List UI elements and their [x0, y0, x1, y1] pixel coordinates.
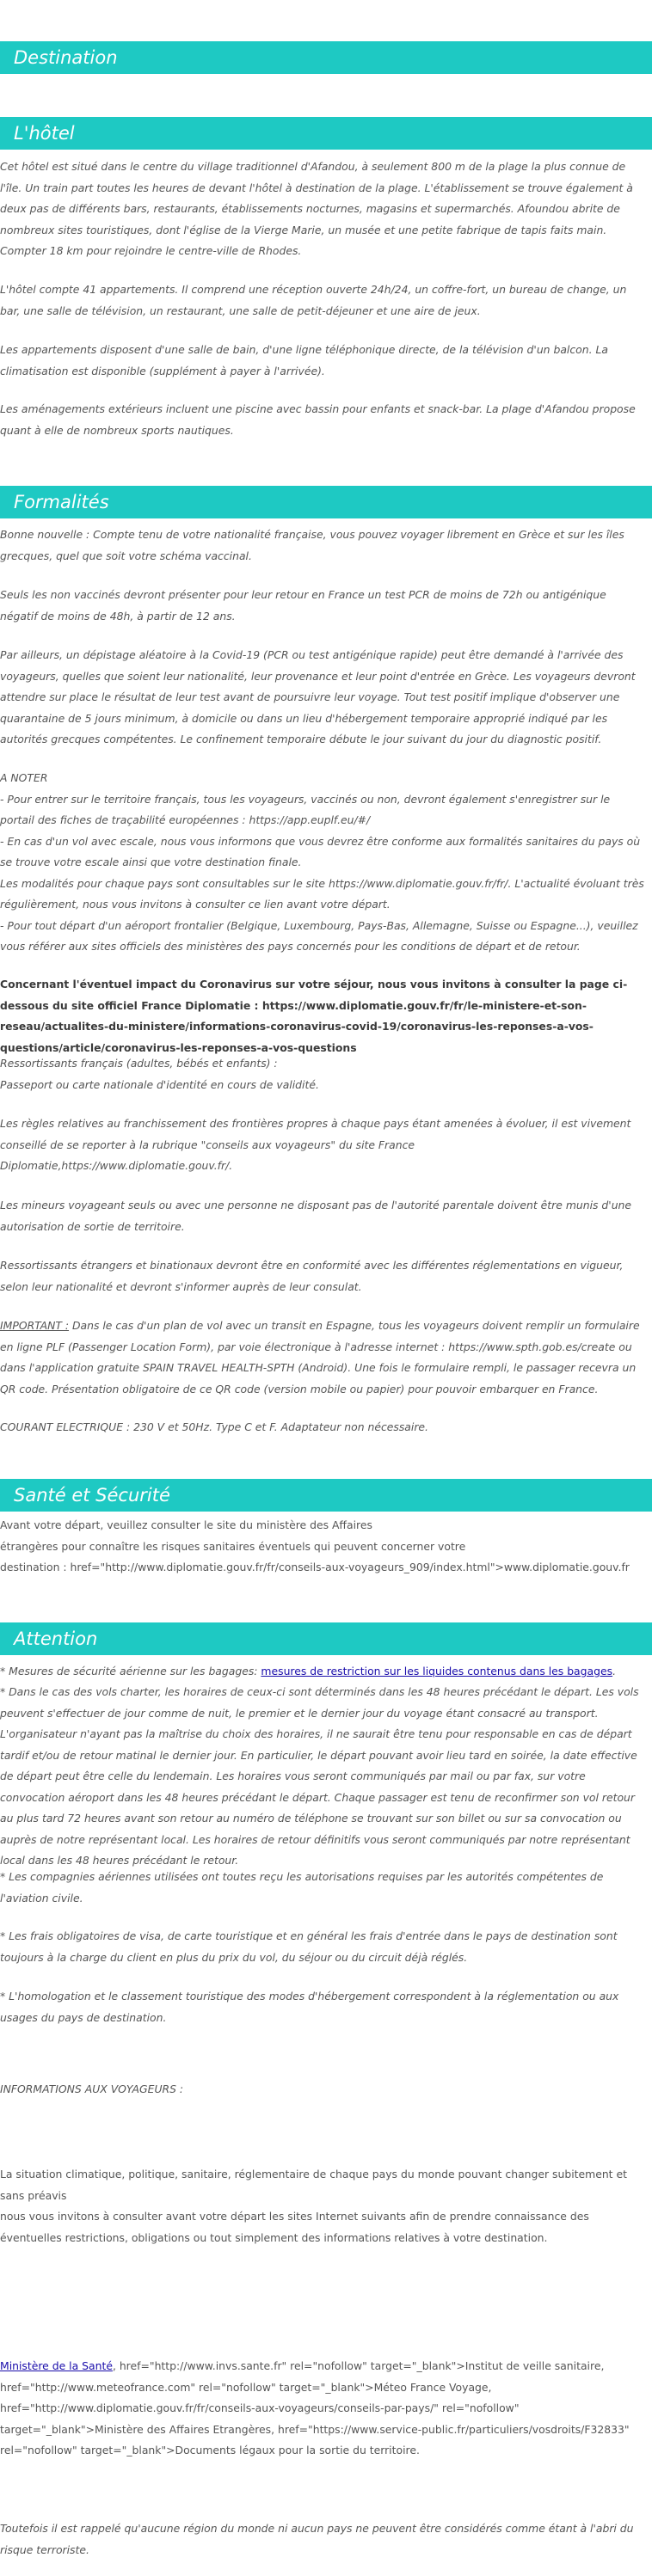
securite-aerienne — [0, 1661, 647, 1683]
ressortissants-heading: Ressortissants français (adultes, bébés et enfants) : — [0, 1057, 278, 1070]
formalites-banner — [0, 486, 652, 518]
hotel-banner — [0, 117, 652, 150]
courant-electrique: COURANT ELECTRIQUE : 230 V et 50Hz. Type C et F. Adaptateur non nécessaire. — [0, 1420, 428, 1433]
hotel-rooms: Les appartements disposent d'une salle de bain, d'une ligne téléphonique directe, de la télévision d'un balcon. La climatisation est disponible (supplément à payer à l'arrivée). — [0, 343, 608, 377]
hotel-description: Cet hôtel est situé dans le centre du village traditionnel d'Afandou, à seulement 800 m de la plage la plus connue de l'île. Un train part toutes les heures de devant l'hôtel à destination de la plage. L'établissement se trouve également à deux pas de différents bars, restaurants, établissements nocturnes, magasins et supermarchés. Afoundou abrite de nombreux sites touristiques, dont l'église de la Vierge Marie, un musée et une petite fabrique de tapis faits main. Compter 18 km pour rejoindre le centre-ville de Rhodes. — [0, 160, 633, 257]
attention-title: Attention — [14, 1628, 98, 1649]
a-noter-item: - Pour tout départ d'un aéroport frontalier (Belgique, Luxembourg, Pays-Bas, Allemagne, Suisse ou Espagne...), veuillez vous référer aux sites officiels des ministères des pays concernés pour les conditions de départ et de retour. — [0, 918, 638, 953]
sante-banner — [0, 1479, 652, 1512]
hotel-outdoor: Les aménagements extérieurs incluent une piscine avec bassin pour enfants et snack-bar. La plage d'Afandou propose quant à elle de nombreux sports nautiques. — [0, 402, 636, 437]
ressortissants-docs: Passeport ou carte nationale d'identité en cours de validité. — [0, 1077, 319, 1091]
a-noter-item: Les modalités pour chaque pays sont consultables sur le site https://www.diplomatie.gouv.fr/fr/. L'actualité évoluant très régulièrement, nous vous invitons à consulter ce lien avant votre départ. — [0, 876, 644, 911]
ministere-sante-link[interactable]: Ministère de la Santé — [0, 2359, 113, 2372]
securite-suffix: . — [612, 1665, 617, 1677]
important-label: IMPORTANT : — [0, 1319, 70, 1332]
a-noter-item: - En cas d'un vol avec escale, nous vous informons que vous devrez être conforme aux formalités sanitaires du pays où se trouve votre escale ainsi que votre destination finale. — [0, 834, 641, 868]
formalites-title: Formalités — [14, 492, 109, 512]
important-block — [0, 1316, 647, 1400]
sante-line: destination : href="http://www.diplomatie.gouv.fr/fr/conseils-aux-voyageurs_909/index.html">www.diplomatie.gouv.fr — [0, 1561, 630, 1573]
sante-line: étrangères pour connaître les risques sanitaires éventuels qui peuvent concerner votre — [0, 1539, 466, 1553]
situation-block — [0, 2164, 647, 2248]
securite-prefix: * Mesures de sécurité aérienne sur les bagages: — [0, 1665, 261, 1677]
formalites-test: Seuls les non vaccinés devront présenter pour leur retour en France un test PCR de moins de 72h ou antigénique négatif de moins de 48h, à partir de 12 ans. — [0, 588, 606, 623]
a-noter-heading: A NOTER — [0, 771, 48, 784]
informations-voyageurs: INFORMATIONS AUX VOYAGEURS : — [0, 2082, 184, 2095]
homologation: * L'homologation et le classement touristique des modes d'hébergement correspondent à la réglementation ou aux usages du pays de destination. — [0, 1990, 619, 2024]
vols-charter: * Dans le cas des vols charter, les horaires de ceux-ci sont déterminés dans les 48 heures précédant le départ. Les vols peuvent s'effectuer de jour comme de nuit, le premier et le dernier jour du voyage étant consacré au transport. L'organisateur n'ayant pas la maîtrise du choix des horaires, il ne saurait être tenu pour responsable en cas de départ tardif et/ou de retour matinal le dernier jour. En particulier, le départ pouvant avoir lieu tard en soirée, la date effective de départ peut être celle du lendemain. Les horaires vous seront communiqués par mail ou par fax, sur votre convocation aéroport dans les 48 heures précédant le départ. Chaque passager est tenu de reconfirmer son vol retour au plus tard 72 heures avant son retour au numéro de téléphone se trouvant sur son billet ou sur sa convocation ou auprès de notre représentant local. Les horaires de retour définitifs vous seront communiqués par notre représentant local dans les 48 heures précédant le retour. — [0, 1685, 639, 1867]
ressortissants-block — [0, 1053, 647, 1095]
mineurs-info: Les mineurs voyageant seuls ou avec une personne ne disposant pas de l'autorité parentale doivent être munis d'une autorisation de sortie de territoire. — [0, 1199, 632, 1233]
attention-banner — [0, 1622, 652, 1655]
coronavirus-notice: Concernant l'éventuel impact du Coronavirus sur votre séjour, nous vous invitons à consulter la page ci-dessous du site officiel France Diplomatie : https://www.diplomatie.gouv.fr/fr/le-ministere-et-son-reseau/actualites-du-ministere/informations-coronavirus-covid-19/coronavirus-les-reponses-a-vos-questions/article/coronavirus-les-reponses-a-vos-questions — [0, 978, 628, 1054]
a-noter-block — [0, 768, 647, 958]
etrangers-info: Ressortissants étrangers et binationaux devront être en conformité avec les différentes réglementations en vigueur, selon leur nationalité et devront s'informer auprès de leur consulat. — [0, 1259, 624, 1293]
destination-banner — [0, 41, 652, 74]
important-text: Dans le cas d'un plan de vol avec un transit en Espagne, tous les voyageurs doivent remplir un formulaire en ligne PLF (Passenger Location Form), par voie électronique à l'adresse internet : https://www.spth.gob.es/create ou dans l'application gratuite SPAIN TRAVEL HEALTH-SPTH (Android). Une fois le formulaire rempli, le passager recevra un QR code. Présentation obligatoire de ce QR code (version mobile ou papier) pour pouvoir embarquer en France. — [0, 1319, 640, 1395]
hotel-facilities: L'hôtel compte 41 appartements. Il comprend une réception ouverte 24h/24, un coffre-fort, un bureau de change, un bar, une salle de télévision, un restaurant, une salle de petit-déjeuner et une aire de jeux. — [0, 283, 627, 317]
frais-obligatoires: * Les frais obligatoires de visa, de carte touristique et en général les frais d'entrée dans le pays de destination sont toujours à la charge du client en plus du prix du vol, du séjour ou du circuit déjà réglés. — [0, 1929, 618, 1964]
destination-title: Destination — [14, 47, 118, 68]
formalites-intro: Bonne nouvelle : Compte tenu de votre nationalité française, vous pouvez voyager librement en Grèce et sur les îles grecques, quel que soit votre schéma vaccinal. — [0, 528, 624, 562]
sante-line: Avant votre départ, veuillez consulter le site du ministère des Affaires — [0, 1518, 372, 1531]
risque-terroriste: Toutefois il est rappelé qu'aucune région du monde ni aucun pays ne peuvent être considérés comme étant à l'abri du risque terroriste. — [0, 2522, 634, 2556]
frontieres-info: Les règles relatives au franchissement des frontières propres à chaque pays étant amenées à évoluer, il est vivement conseillé de se reporter à la rubrique "conseils aux voyageurs" du site France Diplomatie,https://www.diplomatie.gouv.fr/. — [0, 1117, 631, 1172]
sante-title: Santé et Sécurité — [14, 1485, 170, 1506]
situation-line: nous vous invitons à consulter avant votre départ les sites Internet suivants afin de prendre connaissance des éventuelles restrictions, obligations ou tout simplement des informations relatives à votre destination. — [0, 2210, 589, 2244]
formalites-depistage: Par ailleurs, un dépistage aléatoire à la Covid-19 (PCR ou test antigénique rapide) peut être demandé à l'arrivée des voyageurs, quelles que soient leur nationalité, leur provenance et leur point d'entrée en Grèce. Les voyageurs devront attendre sur place le résultat de leur test avant de poursuivre leur voyage. Tout test positif implique d'observer une quarantaine de 5 jours minimum, à domicile ou dans un lieu d'hébergement temporaire approprié indiqué par les autorités grecques compétentes. Le confinement temporaire débute le jour suivant du jour du diagnostic positif. — [0, 648, 636, 745]
liens-officiels-text: , href="http://www.invs.sante.fr" rel="nofollow" target="_blank">Institut de veille sanitaire, href="http://www.meteofrance.com" rel="nofollow" target="_blank">Méteo France Voyage, href="http://www.diplomatie.gouv.fr/fr/conseils-aux-voyageurs/conseils-par-pays/" rel="nofollow" target="_blank">Ministère des Affaires Etrangères, href="https://www.service-public.fr/particuliers/vosdroits/F32833" rel="nofollow" target="_blank">Documents légaux pour la sortie du territoire. — [0, 2359, 630, 2456]
situation-line: La situation climatique, politique, sanitaire, réglementaire de chaque pays du monde pouvant changer subitement et sans préavis — [0, 2168, 627, 2202]
a-noter-item: - Pour entrer sur le territoire français, tous les voyageurs, vaccinés ou non, devront également s'enregistrer sur le portail des fiches de traçabilité européennes : https://app.euplf.eu/#/ — [0, 792, 611, 826]
liquides-restriction-link[interactable]: mesures de restriction sur les liquides contenus dans les bagages — [261, 1665, 613, 1677]
sante-text — [0, 1515, 647, 1579]
liens-officiels — [0, 2356, 647, 2462]
compagnies-aeriennes: * Les compagnies aériennes utilisées ont toutes reçu les autorisations requises par les autorités compétentes de l'aviation civile. — [0, 1870, 604, 1904]
hotel-title: L'hôtel — [14, 123, 75, 144]
